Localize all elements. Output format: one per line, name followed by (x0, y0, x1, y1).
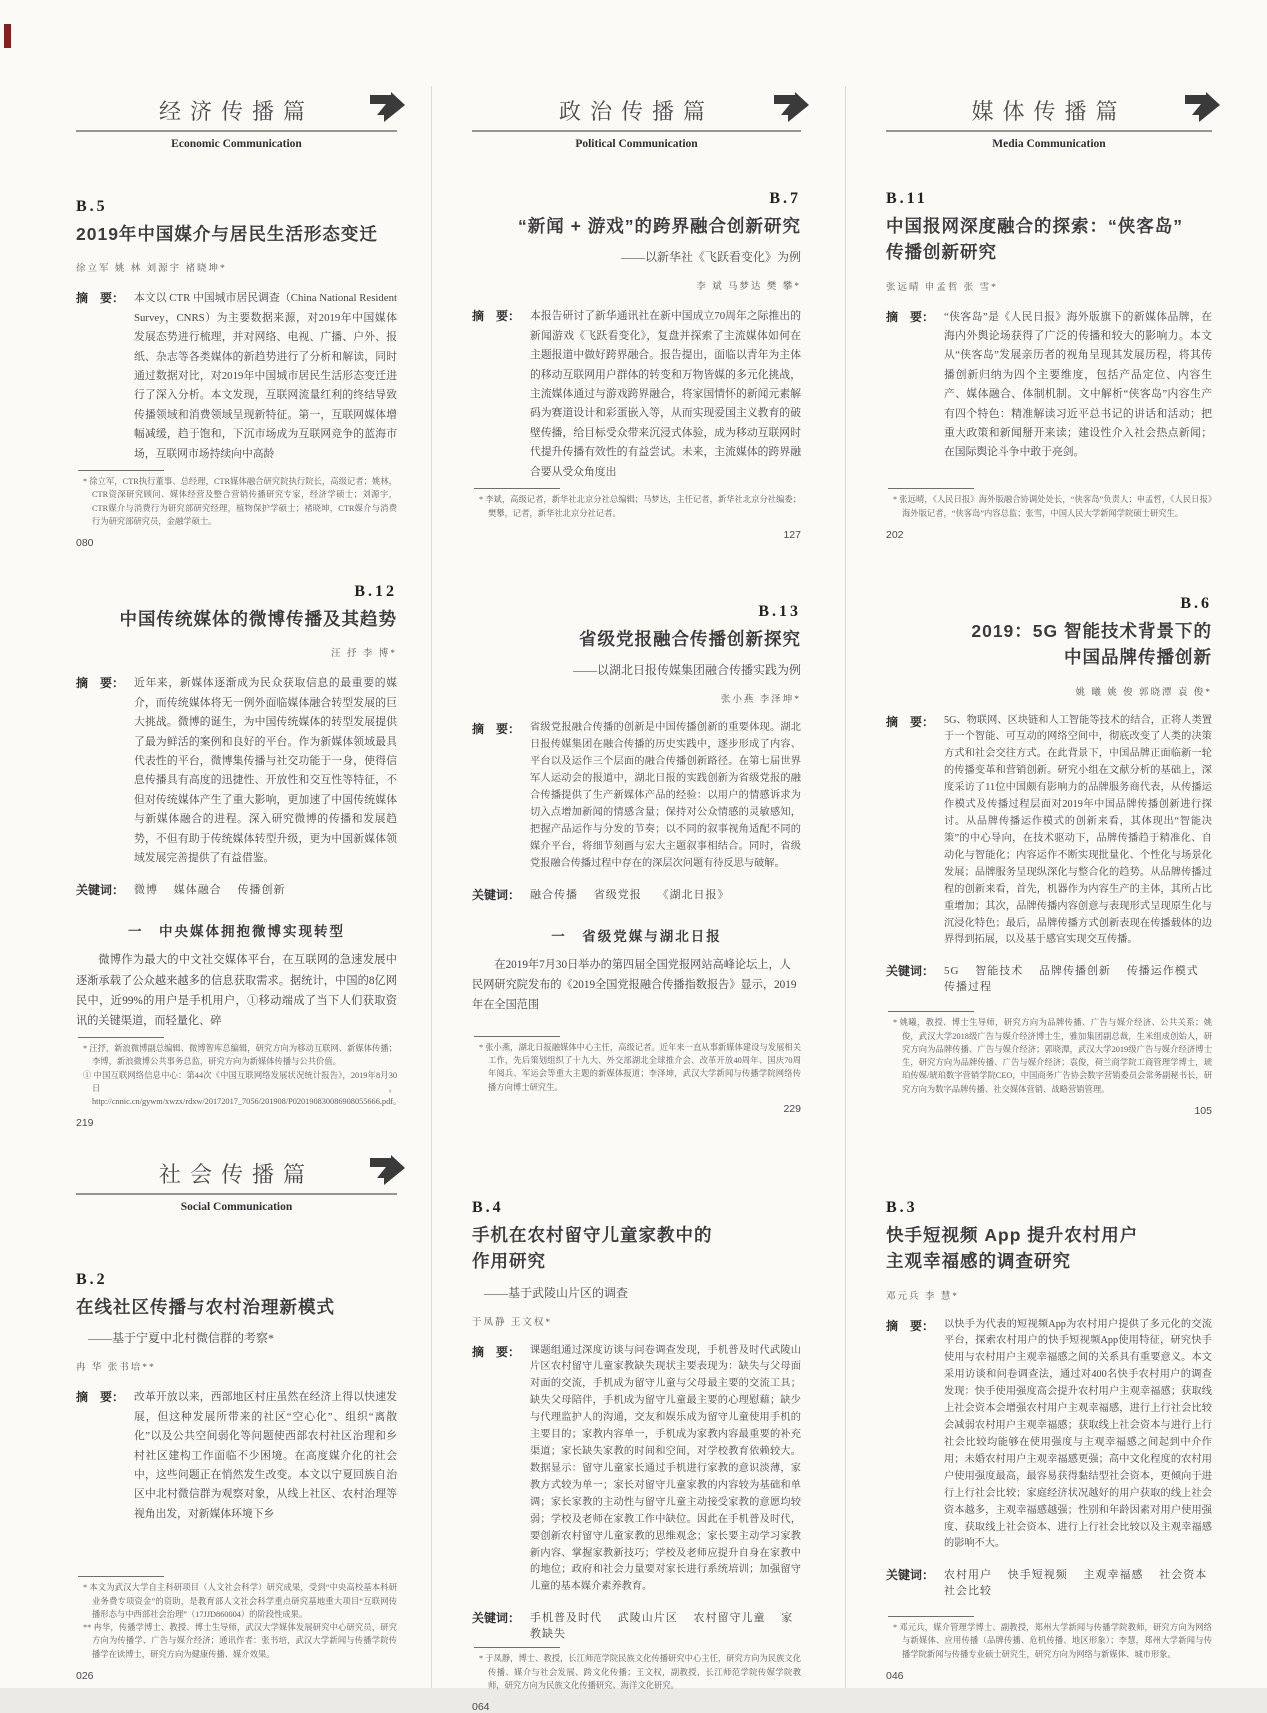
authors-line: 徐立军 姚 林 刘源宇 褚晓坤* (76, 264, 227, 275)
page-number: 105 (1194, 1105, 1212, 1117)
chapter-number: B.12 (354, 583, 397, 600)
footnote: * 张远晴，《人民日报》海外版融合协调处处长，“侠客岛”负责人；申孟哲，《人民日报》海外版记者，“侠客岛”内容总监；张雪，中国人民大学新闻学院硕士研究生。 (893, 495, 1212, 518)
footnote: * 于凤静，博士、教授，长江师范学院民族文化传播研究中心主任，研究方向为民族文化传播、媒介与社会发展、跨文化传播；王文权，副教授，长江师范学院传媒学院教师，研究方向为民族文化传播研究、海洋文化研究。 (479, 1654, 801, 1690)
page-number: 219 (76, 1117, 94, 1130)
chapter-title: 手机在农村留守儿童家教中的 作用研究 (472, 1225, 713, 1272)
chapter-title: 中国报网深度融合的探索：“侠客岛” 传播创新研究 (886, 216, 1183, 263)
section-title-cn: 媒体传播篇 (971, 99, 1127, 124)
footnote-rule (78, 1037, 164, 1038)
footnote-rule (78, 1576, 164, 1577)
page-number: 229 (783, 1103, 801, 1115)
top-left-red-mark (4, 24, 11, 48)
footnote: * 姚曦，教授、博士生导师，研究方向为品牌传播、广告与媒介经济、公共关系；姚俊，武汉大学2018级广告与媒介经济博士生，雅加集团副总裁，生米组成创始人，研究方向为品牌传播、广告与媒介经济；郭晓潭，武汉大学2019级广告与媒介经济博士生，研究方向为品牌传播、广告与媒介经济；袁俊，荷兰商学院工商管理学博士，琥珀传媒/琥珀数字营销学院CEO，中国商务广告协会数字营销委员会常务副秘书长，研究方向为数字品牌传播、社交媒体营销、战略营销管理。 (893, 1018, 1212, 1094)
chapter-number: B.3 (886, 1199, 918, 1216)
section-title-en: Social Communication (180, 1201, 293, 1213)
footnote-rule (474, 1036, 560, 1037)
footnote-rule (888, 1011, 974, 1012)
keywords-label: 关键词： (76, 883, 125, 898)
abstract-label: 摘 要： (886, 309, 935, 324)
authors-line: 冉 华 张书培** (76, 1363, 156, 1374)
page-b11 (846, 95, 1240, 547)
footnote-rule (888, 488, 974, 489)
abstract-label: 摘 要： (76, 676, 125, 691)
abstract-label: 摘 要： (76, 291, 125, 306)
authors-line: 李 斌 马梦达 樊 攀* (696, 282, 801, 293)
section-heading: 一 省级党媒与湖北日报 (551, 928, 722, 944)
footnote: * 邓元兵，媒介管理学博士、副教授，郑州大学新闻与传播学院教师，研究方向为网络与新媒体、应用传播（品牌传播、危机传播、地区形象）；李慧，郑州大学新闻与传播学院新闻与传播专业硕士研究生，研究方向为网络与新媒体、城市形象。 (893, 1623, 1212, 1659)
chapter-number: B.5 (76, 198, 108, 215)
section-heading: 一 中央媒体拥抱微博实现转型 (128, 924, 345, 940)
footnote: ① 中国互联网络信息中心：第44次《中国互联网络发展状况统计报告》，2019年8月30日，http://cnnic.cn/gywm/xwzx/rdxw/20172017_7056/201908/P020190830086908055666.pdf。 (83, 1070, 402, 1107)
section-rule (886, 130, 1212, 132)
pishu-arrow-icon (369, 1155, 405, 1190)
authors-line: 姚 曦 姚 俊 郭晓潭 袁 俊* (1075, 687, 1212, 698)
footnote-rule (78, 470, 164, 471)
page-b13 (432, 565, 829, 1121)
chapter-subtitle: ——以新华社《飞跃看变化》为例 (620, 250, 801, 265)
chapter-title: 2019年中国媒介与居民生活形态变迁 (76, 224, 378, 244)
page-b7 (432, 95, 829, 547)
chapter-number: B.13 (758, 603, 801, 620)
chapter-subtitle: ——基于武陵山片区的调查 (484, 1285, 629, 1300)
section-header-social (76, 1158, 397, 1213)
footnote-rule (474, 1647, 560, 1648)
chapter-title: 快手短视频 App 提升农村用户 主观幸福感的调查研究 (886, 1225, 1139, 1272)
abstract-label: 摘 要： (472, 1344, 521, 1359)
abstract-text: 近年来，新媒体逐渐成为民众获取信息的最重要的媒介，而传统媒体将无一例外面临媒体融合转型发展的巨大挑战。微博的诞生，为中国传统媒体的转型发展提供了最为鲜活的案例和良好的平台。作为新媒体领域最具代表性的平台，微博集传播与社交功能于一身，使得信息传播具有高度的迅捷性、开放性和交互性等特征，不但对传统媒体产生了重大影响，更加速了中国传统媒体与新媒体融合的进程。深入研究微博的传播和发展趋势，不但有助于传统媒体转型升级，更为中国新媒体领域发展完善提供了有益借鉴。 (134, 677, 397, 865)
chapter-title: 省级党报融合传播创新探究 (579, 629, 801, 649)
authors-line: 汪 抒 李 博* (331, 649, 397, 660)
abstract-text: “侠客岛”是《人民日报》海外版旗下的新媒体品牌，在海内外舆论场获得了广泛的传播和较大的影响力。本文从“侠客岛”发展亲历者的视角呈现其发展历程，将其传播创新归纳为四个主要维度，包括产品定位、内容生产、媒体融合、体制机制。文中解析“侠客岛”内容生产有四个特色：精准解读习近平总书记的讲话和活动；把重大政策和新闻掰开来读；建设性介入社会热点新闻；在国际舆论斗争中敢于亮剑。 (944, 310, 1212, 459)
page-number: 064 (472, 1701, 490, 1713)
body-text: 在2019年7月30日举办的第四届全国党报网站高峰论坛上，人民网研究院发布的《2019全国党报融合传播指数报告》显示，2019年在全国范围 (472, 958, 797, 1011)
footnote-rule (474, 488, 560, 489)
keywords-label: 关键词： (472, 1611, 521, 1626)
abstract-text: 本报告研讨了新华通讯社在新中国成立70周年之际推出的新闻游戏《飞跃看变化》，复盘并探索了主流媒体如何在主题报道中做好跨界融合。报告提出，面临以青年为主体的移动互联网用户群体的转变和万物皆媒的多元化挑战，主流媒体通过与游戏跨界融合，将家国情怀的新闻元素解码为赛道设计和彩蛋嵌入等，从而实现爱国主义教育的破壁传播，给目标受众带来沉浸式体验，成为移动互联网时代提升传播有效性的有益尝试。未来，主流媒体的跨界融合要从受众角度出 (530, 310, 801, 478)
footnote: * 本文为武汉大学自主科研项目（人文社会科学）研究成果，受到“中央高校基本科研业务费专项资金”的资助，是教育部人文社会科学重点研究基地重大项目“互联网传播形态与中西部社会治理”（17JJD860004）的阶段性成果。 (83, 1583, 397, 1619)
footnote-rule (888, 1616, 974, 1617)
abstract-label: 摘 要： (886, 714, 935, 729)
section-header-economic (76, 95, 397, 150)
keywords-text: 手机普及时代 武陵山片区 农村留守儿童 家教缺失 (530, 1612, 794, 1641)
page-b4 (432, 1185, 829, 1713)
abstract-text: 课题组通过深度访谈与问卷调查发现，手机普及时代武陵山片区农村留守儿童家教缺失现状主要表现为：缺失与父母面对面的交流，手机成为留守儿童与父母最主要的交流工具；缺失父母陪伴，手机成为留守儿童最主要的心理慰藉；缺少与代理监护人的沟通，交友和娱乐成为留守儿童使用手机的主要目的；家教内容单一，手机成为家教内容最重要的补充渠道；家长缺失家教的时间和空间，对学校教育依赖较大。数据显示：留守儿童家长通过手机进行家教的意识淡薄，家教方式较为单一；家长对留守儿童家教的内容较为基础和单调；家长家教的主动性与留守儿童主动接受家教的意愿均较弱；学校及老师在家教工作中缺位。因此在手机普及时代，要创新农村留守儿童家教的思维观念；家长要主动学习家教新内容、掌握家教新技巧；学校及老师应提升自身在家教中的地位；政府和社会力量要对家长进行系统培训；加强留守儿童的基本媒介素养教育。 (530, 1344, 801, 1593)
chapter-title: 在线社区传播与农村治理新模式 (76, 1297, 335, 1317)
footnote: * 徐立军，CTR执行董事、总经理，CTR媒体融合研究院执行院长，高级记者；姚林，CTR资深研究顾问、媒体经营及整合营销传播研究专家，经济学硕士；刘源宇，CTR媒介与消费行为研究部研究经理，植物保护学硕士；褚晓坤，CTR媒介与消费行为研究部研究员，金融学硕士。 (83, 477, 397, 526)
page-b3 (846, 1185, 1240, 1688)
keywords-text: 5G 智能技术 品牌传播创新 传播运作模式 传播过程 (944, 965, 1199, 994)
page-number: 202 (886, 529, 904, 541)
section-rule (76, 130, 397, 132)
keywords-label: 关键词： (886, 964, 935, 979)
chapter-title: “新闻 + 游戏”的跨界融合创新研究 (518, 216, 801, 236)
chapter-subtitle: ——以湖北日报传媒集团融合传播实践为例 (572, 663, 801, 678)
abstract-text: 省级党报融合传播的创新是中国传播创新的重要体现。湖北日报传媒集团在融合传播的历史实践中，逐步形成了内容、平台以及运作三个层面的融合传播创新路径。在第七届世界军人运动会的报道中，湖北日报的实践创新为省级党报的融合传播提供了生产新媒体产品的经验：以用户的情感诉求为切入点增加新闻的情感含量；保持对公众情感的灵敏感知，把握产品运作与分发的节奏；以不同的叙事视角适配不同的媒介平台，将细节刻画与宏大主题叙事相结合。同时，省级党报融合传播过程中存在的深层次问题有待反思与破解。 (530, 722, 801, 869)
body-text: 微博作为最大的中文社交媒体平台，在互联网的急速发展中逐渐承载了公众越来越多的信息获取需求。据统计，中国的8亿网民中，近99%的用户是手机用户，①移动端成了当下人们获取资讯的关键渠道，而轻量化、碎 (76, 954, 397, 1027)
authors-line: 张小燕 李泽坤* (720, 695, 801, 706)
chapter-number: B.2 (76, 1271, 108, 1288)
abstract-label: 摘 要： (472, 722, 521, 737)
abstract-text: 本文以 CTR 中国城市居民调查（China National Resident Survey，CNRS）为主要数据来源，对2019年中国媒体发展态势进行梳理，并对网络、电视、广播、户外、报纸、杂志等各类媒体的新趋势进行了分析和解读，同时通过数据对比，对2019年中国城市居民生活形态变迁进行了深入分析。本文发现，互联网流量红利的终结导致传播领域和消费领域呈现新特征。第一，互联网媒体增幅减缓，趋于饱和，下沉市场成为互联网竞争的蓝海市场，互联网市场持续向中高龄 (134, 292, 397, 460)
abstract-text: 以快手为代表的短视频App为农村用户提供了多元化的交流平台，探索农村用户的快手短视频App使用特征，研究快手使用与农村用户主观幸福感之间的关系具有重要意义。本文采用访谈和问卷调查法，通过对400名快手农村用户的调查发现：快手使用强度高会提升农村用户主观幸福感；获取线上社会资本会增强农村用户主观幸福感，进行上行社会比较会减弱农村用户主观幸福感；获取线上社会资本与进行上行社会比较均能够在使用强度与主观幸福感之间起到中介作用；未婚农村用户主观幸福感更强；高中文化程度的农村用户使用强度最高，最容易获得黏结型社会资本，更倾向于进行上行社会比较；家庭经济状况越好的用户获取的线上社会资本越多，主观幸福感越强；性别和年龄因素对用户使用强度、获取线上社会资本、进行上行社会比较以及主观幸福感的影响不大。 (944, 1318, 1212, 1550)
section-title-en: Media Communication (992, 138, 1106, 150)
pishu-arrow-icon (1184, 92, 1220, 127)
page-number: 026 (76, 1670, 94, 1682)
keywords-text: 农村用户 快手短视频 主观幸福感 社会资本 社会比较 (944, 1569, 1208, 1598)
footnote: * 汪抒，新浪微博副总编辑、微博智库总编辑，研究方向为移动互联网、新媒体传播；李博，新浪微博公共事务总监，研究方向为新媒体传播与公共价值。 (83, 1044, 397, 1067)
page-b12 (36, 565, 425, 1130)
keywords-text: 微博 媒体融合 传播创新 (134, 884, 286, 897)
section-title-cn: 经济传播篇 (158, 99, 314, 124)
abstract-text: 5G、物联网、区块链和人工智能等技术的结合，正将人类置于一个智能、可互动的网络空间中，彻底改变了人类的决策方式和社会交往方式。在此背景下，中国品牌正面临新一轮的传播变革和营销创新。研究小组在文献分析的基础上，深度采访了11位中国颇有影响力的品牌服务商代表，从传播运作模式及传播过程层面对2019年中国品牌传播创新进行探讨。从品牌传播运作模式的创新来看，其体现出“智能决策”的中心导向，在技术驱动下，品牌传播趋于精准化、自动化与智能化；内容运作不断实现批量化、个性化与场景化发展；品牌服务呈现纵深化与整合化的趋势。从品牌传播过程的创新来看，首先，机器作为内容生产的主体，其所占比重增加；其次，品牌传播内容创意与表现形式呈现原生化与沉浸化特色；最后，品牌传播方式创新表现在传播载体的边界得到拓展，以及基于感官实现交互传播。 (944, 714, 1212, 946)
authors-line: 邓元兵 李 慧* (886, 1291, 960, 1302)
chapter-subtitle: ——基于宁夏中北村微信群的考察* (88, 1331, 275, 1346)
keywords-label: 关键词： (886, 1568, 935, 1583)
authors-line: 张远晴 申孟哲 张 雪* (886, 282, 998, 293)
footnote: * 李斌，高级记者，新华社北京分社总编辑；马梦达，主任记者，新华社北京分社编委；樊攀，记者，新华社北京分社记者。 (479, 495, 801, 518)
section-rule (76, 1193, 397, 1195)
chapter-number: B.6 (1180, 595, 1212, 612)
pishu-arrow-icon (369, 92, 405, 127)
abstract-label: 摘 要： (886, 1318, 935, 1333)
chapter-number: B.4 (472, 1199, 504, 1216)
page-number: 046 (886, 1670, 904, 1682)
abstract-label: 摘 要： (472, 309, 521, 324)
page-number: 080 (76, 537, 94, 550)
footnote: ** 冉华，传播学博士、教授、博士生导师，武汉大学媒体发展研究中心研究员，研究方向为传播学、广告与媒介经济；通讯作者：张书培，武汉大学新闻与传播学院传播学在读博士，研究方向为健康传播、媒介效果。 (83, 1623, 397, 1659)
page-number: 127 (783, 529, 801, 541)
section-title-cn: 社会传播篇 (158, 1162, 314, 1187)
abstract-label: 摘 要： (76, 1390, 125, 1405)
keywords-text: 融合传播 省级党报 《湖北日报》 (530, 888, 730, 901)
section-header-political (472, 95, 801, 150)
section-title-en: Economic Communication (171, 138, 302, 150)
chapter-number: B.11 (886, 190, 928, 207)
chapter-number: B.7 (769, 190, 801, 207)
authors-line: 于凤静 王文权* (472, 1317, 553, 1328)
pishu-arrow-icon (773, 92, 809, 127)
chapter-title: 2019：5G 智能技术背景下的 中国品牌传播创新 (971, 621, 1212, 668)
page-b5 (36, 95, 425, 550)
keywords-label: 关键词： (472, 887, 521, 902)
section-title-en: Political Communication (575, 138, 698, 150)
section-header-media (886, 95, 1212, 150)
section-rule (472, 130, 801, 132)
footnote: * 张小燕，湖北日报融媒体中心主任，高级记者。近年来一直从事新媒体建设与发展相关工作，先后策划组织了十九大、外交部湖北全球推介会、改革开放40周年、国庆70周年阅兵、军运会等重大主题的新媒体报道；李泽坤，武汉大学新闻与传播学院网络传播方向博士研究生。 (479, 1042, 801, 1092)
section-title-cn: 政治传播篇 (558, 99, 714, 124)
chapter-title: 中国传统媒体的微博传播及其趋势 (119, 609, 397, 629)
page-b2 (36, 1140, 425, 1688)
page-b6 (846, 565, 1240, 1123)
abstract-text: 改革开放以来，西部地区村庄虽然在经济上得以快速发展，但这种发展所带来的社区“空心化”、组织“离散化”以及公共空间弱化等问题使西部农村社区治理和乡村社区建构工作面临不少困境。在高度媒介化的社会中，这些问题正在悄然发生改变。本文以宁夏回族自治区中北村微信群为观察对象，从线上社区、农村治理等视角出发，对新媒体环境下乡 (134, 1391, 397, 1520)
